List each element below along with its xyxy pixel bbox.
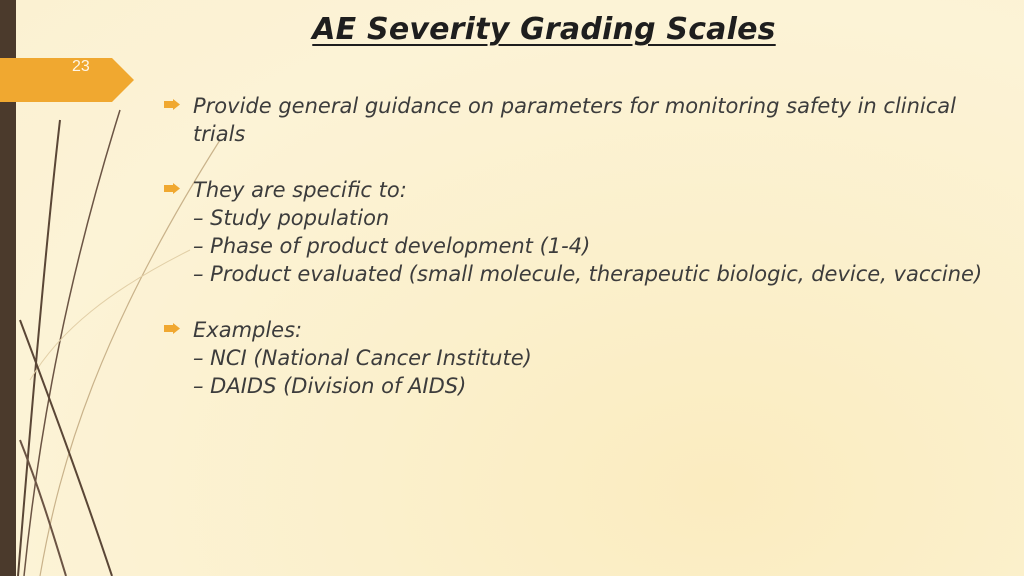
bullet-list <box>164 92 984 428</box>
slide-number-tab <box>0 58 134 102</box>
sub-item: – Phase of product development (1-4) <box>193 234 591 258</box>
slide-number: 23 <box>72 58 90 75</box>
slide-title: AE Severity Grading Scales <box>312 12 776 47</box>
bullet-item <box>164 176 984 288</box>
bullet-text: Examples: <box>193 318 303 342</box>
bullet-text: Provide general guidance on parameters for monitoring safety in clinical trials <box>193 94 957 146</box>
arrow-bullet-icon <box>164 183 180 194</box>
bullet-item <box>164 316 984 400</box>
arrow-bullet-icon <box>164 323 180 334</box>
sub-item: – DAIDS (Division of AIDS) <box>193 374 467 398</box>
sub-item: – NCI (National Cancer Institute) <box>193 346 532 370</box>
sub-item-text: – Product evaluated (small molecule, therapeutic biologic, device, vaccine) <box>193 262 983 286</box>
bullet-text: They are specific to: <box>193 178 407 202</box>
arrow-bullet-icon <box>164 99 180 110</box>
bullet-item <box>164 92 984 148</box>
sub-item <box>193 260 984 288</box>
sub-item: – Study population <box>193 206 390 230</box>
